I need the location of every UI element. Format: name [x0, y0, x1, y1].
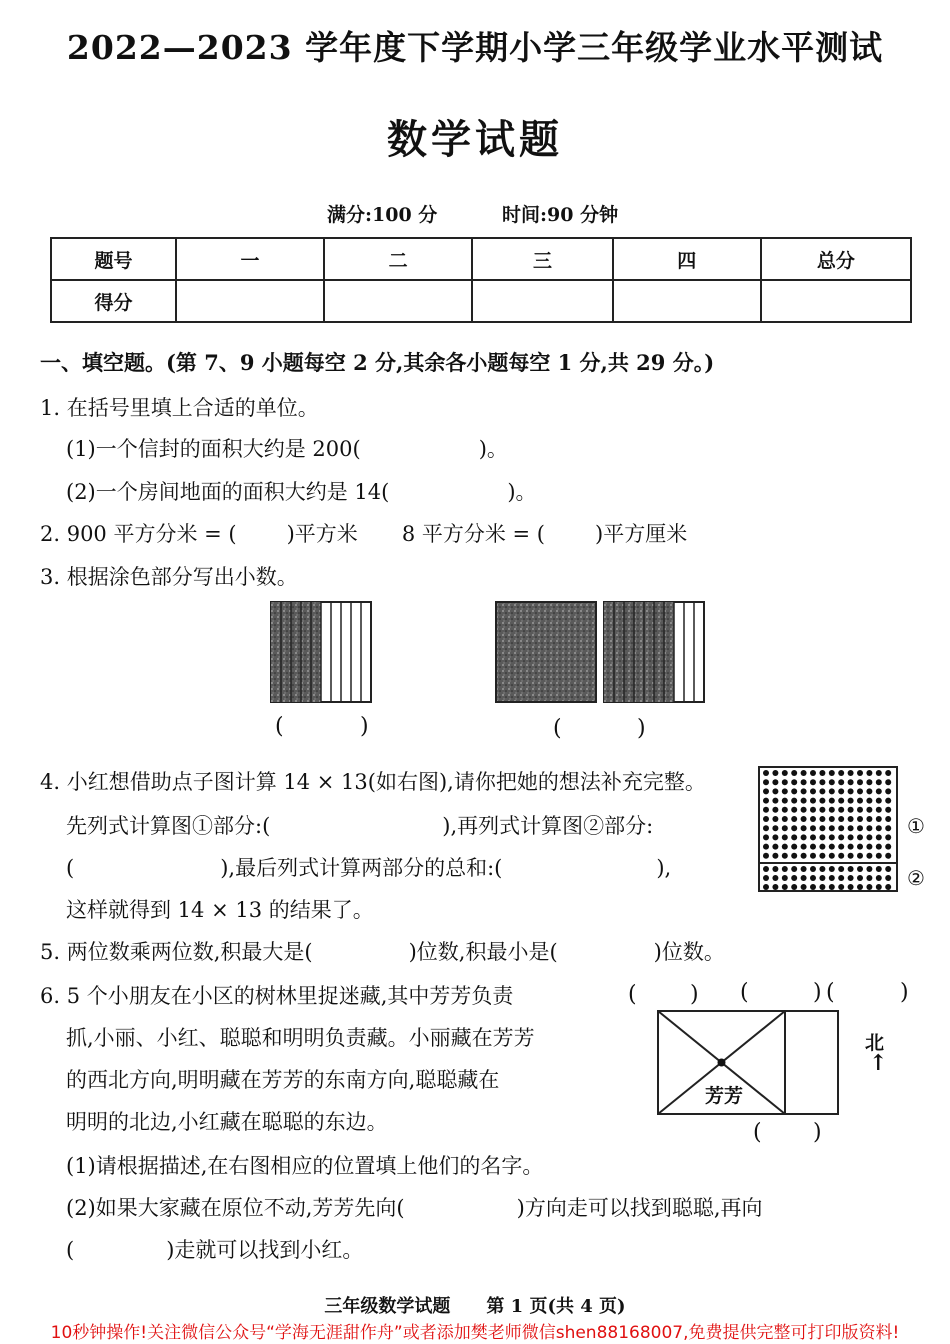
dot [848, 875, 854, 881]
dot [772, 770, 778, 776]
dot [885, 866, 891, 872]
dot [848, 866, 854, 872]
north-arrow-icon: ↑ [869, 1050, 888, 1076]
dot [829, 770, 835, 776]
dot [829, 807, 835, 813]
dot [866, 853, 872, 859]
dot [866, 844, 872, 850]
dot [866, 788, 872, 794]
dot [876, 834, 882, 840]
dot [857, 779, 863, 785]
dot [801, 866, 807, 872]
q4-label-2: ② [907, 866, 925, 890]
dot [876, 788, 882, 794]
dot [848, 844, 854, 850]
dot [819, 884, 825, 890]
dot [801, 816, 807, 822]
score-table-header-cell: 题号 [51, 238, 176, 280]
dot [838, 884, 844, 890]
dot [782, 816, 788, 822]
score-table-header-cell: 总分 [761, 238, 911, 280]
q3-stem: 3. 根据涂色部分写出小数。 [40, 565, 298, 589]
dot [829, 866, 835, 872]
q6-map-paren-ne-open: ( [826, 980, 835, 1005]
dot [819, 816, 825, 822]
exam-time: 时间:90 分钟 [502, 204, 619, 226]
dot [866, 798, 872, 804]
dot [829, 884, 835, 890]
dot [782, 807, 788, 813]
dot [810, 866, 816, 872]
dot [829, 825, 835, 831]
dot [810, 884, 816, 890]
dot [866, 834, 872, 840]
q4-text-e: ), [656, 856, 672, 880]
dot [782, 866, 788, 872]
dot [857, 844, 863, 850]
dot [763, 816, 769, 822]
dot [819, 853, 825, 859]
q2-text-c: 8 平方分米 = ( [401, 522, 545, 546]
q4-text-b: ),再列式计算图②部分: [442, 814, 654, 838]
q6-text-c: ( [66, 1238, 75, 1262]
dot [838, 866, 844, 872]
dot [838, 807, 844, 813]
score-cell[interactable] [761, 280, 911, 322]
dot [866, 866, 872, 872]
dot [829, 853, 835, 859]
q2-text-b: )平方米 [286, 522, 358, 546]
q6-map-blank-nw[interactable] [646, 982, 688, 1010]
q6-line-2: 抓,小丽、小红、聪聪和明明负责藏。小丽藏在芳芳 [66, 1026, 535, 1050]
dot [838, 770, 844, 776]
q3-answer-2-open: ( [553, 716, 562, 741]
dot [772, 834, 778, 840]
dot [857, 788, 863, 794]
q1-part1-text: (1)一个信封的面积大约是 200( [66, 437, 361, 461]
dot [763, 788, 769, 794]
dot [885, 798, 891, 804]
q6-line-4: 明明的北边,小红藏在聪聪的东边。 [66, 1110, 388, 1134]
dot [791, 875, 797, 881]
dot [810, 853, 816, 859]
dot [848, 884, 854, 890]
score-table-header-cell: 四 [613, 238, 761, 280]
dot [810, 798, 816, 804]
q6-map-diagram [655, 1008, 845, 1118]
q3-figure-2 [490, 598, 715, 706]
dot [876, 884, 882, 890]
q4-label-1: ① [907, 814, 925, 838]
dot [782, 825, 788, 831]
q6-line-1: 6. 5 个小朋友在小区的树林里捉迷藏,其中芳芳负责 [40, 984, 514, 1008]
q3-answer-1-close: ) [360, 714, 369, 739]
score-table-header-cell: 三 [472, 238, 612, 280]
q5-text-a: 5. 两位数乘两位数,积最大是( [40, 940, 313, 964]
dot [876, 816, 882, 822]
dot [801, 807, 807, 813]
dot [885, 884, 891, 890]
q1-part2-text: (2)一个房间地面的面积大约是 14( [66, 480, 390, 504]
dot [885, 875, 891, 881]
dot [782, 884, 788, 890]
q6-text-b: )方向走可以找到聪聪,再向 [516, 1196, 763, 1220]
dot [848, 798, 854, 804]
q2-text-a: 2. 900 平方分米 = ( [40, 522, 237, 546]
dot [819, 825, 825, 831]
score-cell[interactable] [176, 280, 324, 322]
dot [782, 788, 788, 794]
dot [876, 844, 882, 850]
q6-map-paren-se-close: ) [813, 1120, 822, 1145]
q3-figure-1 [265, 598, 380, 706]
dot [772, 875, 778, 881]
q3-full-square [496, 602, 596, 702]
dot [885, 779, 891, 785]
dot [801, 853, 807, 859]
dot [810, 875, 816, 881]
dot [866, 884, 872, 890]
dot [772, 798, 778, 804]
q6-center-label: 芳芳 [705, 1081, 743, 1108]
dot [772, 779, 778, 785]
dot [791, 834, 797, 840]
dot [772, 844, 778, 850]
dot [838, 788, 844, 794]
dot [885, 807, 891, 813]
dot [876, 853, 882, 859]
dot [791, 825, 797, 831]
dot [801, 798, 807, 804]
dot [885, 816, 891, 822]
dot [829, 788, 835, 794]
score-table [50, 237, 912, 323]
q3-answer-1-blank[interactable] [295, 714, 355, 742]
dot [857, 816, 863, 822]
dot [763, 770, 769, 776]
dot [885, 853, 891, 859]
dot [819, 770, 825, 776]
q6-map-paren-n-open: ( [740, 980, 749, 1005]
dot [810, 816, 816, 822]
score-table-header-cell: 一 [176, 238, 324, 280]
dot [885, 844, 891, 850]
q6-part2-line1 [66, 1192, 763, 1222]
dot [838, 875, 844, 881]
dot [791, 788, 797, 794]
dot [801, 884, 807, 890]
q3-answer-2-blank[interactable] [573, 716, 631, 744]
dot [885, 834, 891, 840]
q6-text-a: (2)如果大家藏在原位不动,芳芳先向( [66, 1196, 405, 1220]
q4-line-2 [66, 810, 653, 840]
dot [857, 798, 863, 804]
q1-part1-end: )。 [478, 437, 508, 461]
dot [838, 825, 844, 831]
dot [791, 866, 797, 872]
q6-part2-line2 [66, 1234, 363, 1264]
dot [876, 770, 882, 776]
q4-text-a: 先列式计算图①部分:( [66, 814, 271, 838]
dot [838, 834, 844, 840]
q5-text-b: )位数,积最小是( [408, 940, 558, 964]
dot [819, 866, 825, 872]
dot [791, 807, 797, 813]
score-cell[interactable] [613, 280, 761, 322]
dot [819, 844, 825, 850]
dot [848, 853, 854, 859]
dot [876, 798, 882, 804]
score-cell[interactable] [472, 280, 612, 322]
dot [848, 816, 854, 822]
exam-subtitle: 数学试题 [387, 116, 563, 163]
q3-shaded-part [271, 602, 321, 702]
q5-text-c: )位数。 [653, 940, 725, 964]
dot [810, 825, 816, 831]
q6-map-paren-n-close: ) [813, 980, 822, 1005]
q4-text-c: ( [66, 856, 75, 880]
dot [866, 807, 872, 813]
full-score: 满分:100 分 [327, 204, 438, 226]
dot [819, 798, 825, 804]
dot [763, 807, 769, 813]
q6-map-blank-n[interactable] [758, 980, 810, 1008]
dot [772, 807, 778, 813]
q1-part2 [66, 476, 537, 506]
dot [791, 844, 797, 850]
score-table-header-cell: 二 [324, 238, 472, 280]
dot [772, 866, 778, 872]
score-cell[interactable] [324, 280, 472, 322]
dot [763, 825, 769, 831]
dot [857, 770, 863, 776]
q6-part1: (1)请根据描述,在右图相应的位置填上他们的名字。 [66, 1154, 544, 1178]
dot [810, 834, 816, 840]
dot [857, 875, 863, 881]
dot [876, 866, 882, 872]
dot [848, 834, 854, 840]
dot [763, 853, 769, 859]
dot [829, 779, 835, 785]
exam-title: 2022—2023 学年度下学期小学三年级学业水平测试 [66, 28, 884, 67]
dot [782, 779, 788, 785]
q4-line-1: 4. 小红想借助点子图计算 14 × 13(如右图),请你把她的想法补充完整。 [40, 770, 706, 794]
dot [810, 807, 816, 813]
promo-banner[interactable]: 10秒钟操作!关注微信公众号“学海无涯甜作舟”或者添加樊老师微信shen88168007,免费提供完整可打印版资料! [50, 1323, 900, 1343]
dot [801, 825, 807, 831]
dot [857, 834, 863, 840]
dot [866, 816, 872, 822]
q6-map-paren-nw-open: ( [628, 982, 637, 1007]
q1-part2-end: )。 [507, 480, 537, 504]
dot [857, 884, 863, 890]
dot [819, 807, 825, 813]
dot [829, 875, 835, 881]
dot [866, 825, 872, 831]
dot [848, 779, 854, 785]
dot [876, 875, 882, 881]
q6-text-d: )走就可以找到小红。 [166, 1238, 364, 1262]
dot [866, 875, 872, 881]
dot [763, 884, 769, 890]
q3-answer-2-close: ) [637, 716, 646, 741]
dot [801, 844, 807, 850]
dot [772, 816, 778, 822]
dot [810, 844, 816, 850]
q6-map-blank-ne[interactable] [844, 980, 896, 1008]
q3-answer-1-open: ( [275, 714, 284, 739]
dot [801, 875, 807, 881]
dot [885, 770, 891, 776]
dot [801, 770, 807, 776]
q6-map-paren-se-open: ( [753, 1120, 762, 1145]
dot [876, 807, 882, 813]
dot [763, 844, 769, 850]
dot [810, 788, 816, 794]
q1-stem: 1. 在括号里填上合适的单位。 [40, 396, 319, 420]
dot [838, 779, 844, 785]
q6-map-blank-se[interactable] [771, 1120, 811, 1148]
dot [801, 779, 807, 785]
dot [838, 816, 844, 822]
q6-map-paren-nw-close: ) [690, 982, 699, 1007]
dot [848, 825, 854, 831]
dot [782, 875, 788, 881]
dot [772, 884, 778, 890]
dot [866, 770, 872, 776]
dot [782, 844, 788, 850]
dot [791, 853, 797, 859]
dot [819, 875, 825, 881]
q5-line [40, 936, 725, 966]
q4-text-d: ),最后列式计算两部分的总和:( [220, 856, 503, 880]
dot [763, 866, 769, 872]
dot [819, 779, 825, 785]
dot [876, 779, 882, 785]
dot [829, 844, 835, 850]
dot [848, 788, 854, 794]
north-label: 北 [865, 1032, 885, 1054]
dot [763, 875, 769, 881]
dot [829, 798, 835, 804]
dot [782, 770, 788, 776]
dot [848, 770, 854, 776]
dot [857, 853, 863, 859]
dot [848, 807, 854, 813]
q6-map-paren-ne-close: ) [900, 980, 909, 1005]
page-footer: 三年级数学试题 第 1 页(共 4 页) [324, 1296, 626, 1317]
dot [782, 798, 788, 804]
dot [838, 844, 844, 850]
dot [857, 825, 863, 831]
dot [810, 779, 816, 785]
dot [791, 779, 797, 785]
dot [819, 788, 825, 794]
dot [838, 853, 844, 859]
dot [782, 853, 788, 859]
dot [763, 798, 769, 804]
dot [819, 834, 825, 840]
dot [885, 788, 891, 794]
dot [857, 807, 863, 813]
q6-center-point [718, 1059, 726, 1067]
dot [791, 798, 797, 804]
score-table-row-label: 得分 [51, 280, 176, 322]
dot [829, 834, 835, 840]
q2-line [40, 518, 687, 548]
dot [801, 788, 807, 794]
dot [838, 798, 844, 804]
dot [876, 825, 882, 831]
dot [791, 770, 797, 776]
q1-part1 [66, 433, 508, 463]
dot [866, 779, 872, 785]
dot [801, 834, 807, 840]
q4-dot-diagram [755, 765, 905, 895]
dot [782, 834, 788, 840]
q4-line-4: 这样就得到 14 × 13 的结果了。 [66, 898, 374, 922]
dot [763, 834, 769, 840]
q4-line-3 [66, 852, 671, 882]
dot [810, 770, 816, 776]
section-heading: 一、填空题。(第 7、9 小题每空 2 分,其余各小题每空 1 分,共 29 分。) [40, 350, 715, 375]
dot [885, 825, 891, 831]
q2-text-d: )平方厘米 [595, 522, 688, 546]
dot [791, 816, 797, 822]
dot [772, 788, 778, 794]
dot [829, 816, 835, 822]
dot [857, 866, 863, 872]
dot [763, 779, 769, 785]
q6-line-3: 的西北方向,明明藏在芳芳的东南方向,聪聪藏在 [66, 1068, 500, 1092]
dot [772, 853, 778, 859]
dot [791, 884, 797, 890]
dot [772, 825, 778, 831]
